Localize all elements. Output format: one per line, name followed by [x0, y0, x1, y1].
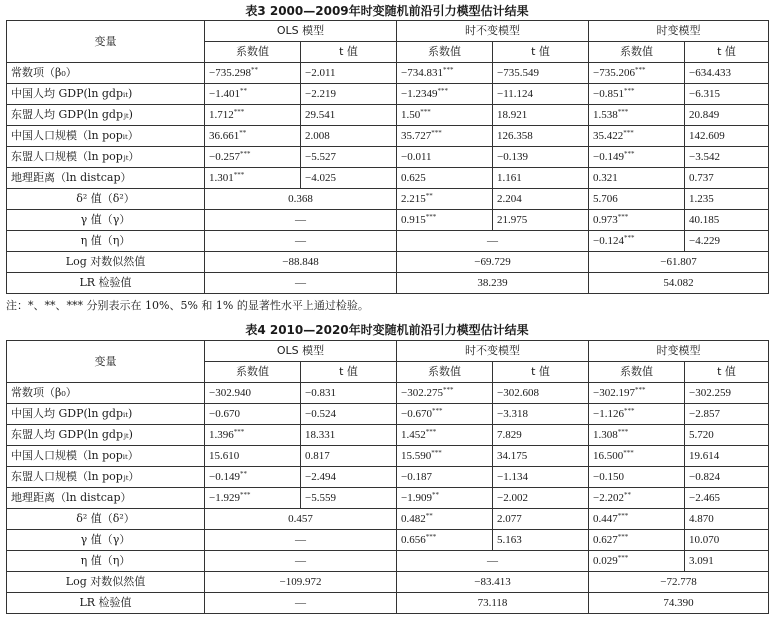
- value-cell: −4.025: [301, 168, 397, 189]
- value-cell: −0.011: [397, 147, 493, 168]
- significance-stars: ***: [442, 386, 454, 394]
- value-cell: 2.077: [493, 509, 589, 530]
- value-cell: −302.259: [685, 383, 769, 404]
- header-row: [7, 21, 769, 42]
- value-cell: −0.124***: [589, 231, 685, 252]
- variable-label: 东盟人均 GDP(ln gdpⱼₜ): [7, 105, 205, 126]
- significance-stars: ***: [634, 66, 646, 74]
- significance-stars: ***: [239, 491, 251, 499]
- value-cell: 0.737: [685, 168, 769, 189]
- loglik-row: [7, 572, 769, 593]
- value-cell: 1.452***: [397, 425, 493, 446]
- value-cell: −634.433: [685, 63, 769, 84]
- value-cell: −2.002: [493, 488, 589, 509]
- value-cell: −0.257***: [205, 147, 301, 168]
- table-row: [7, 105, 769, 126]
- column-subheader: t 值: [685, 42, 769, 63]
- value-cell: 16.500***: [589, 446, 685, 467]
- value-cell: 2.204: [493, 189, 589, 210]
- value-cell: —: [397, 231, 589, 252]
- value-cell: −734.831***: [397, 63, 493, 84]
- value-cell: 20.849: [685, 105, 769, 126]
- value-cell: 10.070: [685, 530, 769, 551]
- value-cell: —: [205, 593, 397, 614]
- sigma-row: [7, 509, 769, 530]
- variable-label: LR 检验值: [7, 273, 205, 294]
- table-row: [7, 467, 769, 488]
- significance-stars: ***: [425, 428, 437, 436]
- value-cell: 74.390: [589, 593, 769, 614]
- value-cell: 2.008: [301, 126, 397, 147]
- significance-stars: ***: [623, 87, 635, 95]
- eta-row: [7, 231, 769, 252]
- table-row: [7, 63, 769, 84]
- value-cell: 5.720: [685, 425, 769, 446]
- significance-stars: **: [239, 87, 247, 95]
- value-cell: —: [205, 231, 397, 252]
- model-group-header: OLS 模型: [205, 21, 397, 42]
- gamma-row: [7, 210, 769, 231]
- value-cell: −11.124: [493, 84, 589, 105]
- value-cell: −3.542: [685, 147, 769, 168]
- value-cell: 7.829: [493, 425, 589, 446]
- value-cell: 0.656***: [397, 530, 493, 551]
- value-cell: −2.857: [685, 404, 769, 425]
- value-cell: −302.608: [493, 383, 589, 404]
- value-cell: −2.219: [301, 84, 397, 105]
- variable-label: Log 对数似然值: [7, 252, 205, 273]
- significance-stars: **: [623, 491, 631, 499]
- value-cell: 15.610: [205, 446, 301, 467]
- variable-label: LR 检验值: [7, 593, 205, 614]
- value-cell: −0.187: [397, 467, 493, 488]
- value-cell: −5.527: [301, 147, 397, 168]
- value-cell: −0.670***: [397, 404, 493, 425]
- value-cell: 21.975: [493, 210, 589, 231]
- value-cell: −0.149**: [205, 467, 301, 488]
- table4: [6, 340, 769, 614]
- value-cell: 15.590***: [397, 446, 493, 467]
- significance-stars: ***: [623, 150, 635, 158]
- column-subheader: 系数值: [205, 362, 301, 383]
- value-cell: −1.401**: [205, 84, 301, 105]
- column-subheader: t 值: [301, 362, 397, 383]
- significance-stars: ***: [617, 213, 629, 221]
- value-cell: —: [205, 210, 397, 231]
- value-cell: −2.494: [301, 467, 397, 488]
- variable-label: 中国人均 GDP(ln gdpᵢₜ): [7, 404, 205, 425]
- value-cell: 1.301***: [205, 168, 301, 189]
- value-cell: 1.538***: [589, 105, 685, 126]
- table-row: [7, 383, 769, 404]
- column-subheader: t 值: [301, 42, 397, 63]
- value-cell: 0.625: [397, 168, 493, 189]
- table4-title: 表4 2010—2020年时变随机前沿引力模型估计结果: [245, 323, 529, 337]
- value-cell: −6.315: [685, 84, 769, 105]
- significance-stars: ***: [617, 428, 629, 436]
- value-cell: 0.368: [205, 189, 397, 210]
- value-cell: −1.134: [493, 467, 589, 488]
- value-cell: −0.524: [301, 404, 397, 425]
- variable-label: Log 对数似然值: [7, 572, 205, 593]
- significance-stars: ***: [442, 66, 454, 74]
- value-cell: −1.126***: [589, 404, 685, 425]
- value-cell: −1.2349***: [397, 84, 493, 105]
- value-cell: 40.185: [685, 210, 769, 231]
- variable-label: 地理距离（ln distcap）: [7, 168, 205, 189]
- value-cell: −1.909**: [397, 488, 493, 509]
- significance-stars: ***: [623, 129, 634, 137]
- value-cell: −61.807: [589, 252, 769, 273]
- value-cell: 18.921: [493, 105, 589, 126]
- gamma-row: [7, 530, 769, 551]
- significance-stars: ***: [617, 108, 629, 116]
- value-cell: −0.150: [589, 467, 685, 488]
- value-cell: 73.118: [397, 593, 589, 614]
- value-cell: −72.778: [589, 572, 769, 593]
- table3: [6, 20, 769, 294]
- variable-label: 东盟人均 GDP(ln gdpⱼₜ): [7, 425, 205, 446]
- significance-stars: ***: [431, 449, 442, 457]
- value-cell: −2.202**: [589, 488, 685, 509]
- table3-title: 表3 2000—2009年时变随机前沿引力模型估计结果: [245, 4, 529, 18]
- variable-label: γ 值（γ）: [7, 210, 205, 231]
- value-cell: 1.396***: [205, 425, 301, 446]
- value-cell: −302.197***: [589, 383, 685, 404]
- variable-label: 中国人口规模（ln popᵢₜ）: [7, 126, 205, 147]
- significance-stars: **: [239, 470, 247, 478]
- value-cell: 3.091: [685, 551, 769, 572]
- model-group-header: 时不变模型: [397, 21, 589, 42]
- variable-header: 变量: [7, 21, 205, 63]
- value-cell: 0.915***: [397, 210, 493, 231]
- column-subheader: 系数值: [205, 42, 301, 63]
- value-cell: 1.308***: [589, 425, 685, 446]
- value-cell: —: [397, 551, 589, 572]
- significance-stars: ***: [233, 171, 245, 179]
- column-subheader: t 值: [685, 362, 769, 383]
- model-group-header: 时变模型: [589, 21, 769, 42]
- significance-stars: ***: [623, 234, 635, 242]
- value-cell: −2.011: [301, 63, 397, 84]
- value-cell: −69.729: [397, 252, 589, 273]
- value-cell: −109.972: [205, 572, 397, 593]
- column-subheader: 系数值: [397, 362, 493, 383]
- value-cell: 5.163: [493, 530, 589, 551]
- significance-stars: ***: [431, 129, 442, 137]
- column-subheader: 系数值: [589, 42, 685, 63]
- variable-label: 地理距离（ln distcap）: [7, 488, 205, 509]
- value-cell: 4.870: [685, 509, 769, 530]
- value-cell: −0.851***: [589, 84, 685, 105]
- value-cell: −735.206***: [589, 63, 685, 84]
- value-cell: −735.298**: [205, 63, 301, 84]
- value-cell: 34.175: [493, 446, 589, 467]
- value-cell: 2.215**: [397, 189, 493, 210]
- model-group-header: OLS 模型: [205, 341, 397, 362]
- value-cell: 0.482**: [397, 509, 493, 530]
- significance-stars: **: [250, 66, 258, 74]
- value-cell: −0.670: [205, 404, 301, 425]
- value-cell: −0.831: [301, 383, 397, 404]
- value-cell: −0.149***: [589, 147, 685, 168]
- significance-stars: ***: [233, 428, 245, 436]
- value-cell: −302.940: [205, 383, 301, 404]
- lr-row: [7, 273, 769, 294]
- value-cell: −302.275***: [397, 383, 493, 404]
- value-cell: 18.331: [301, 425, 397, 446]
- variable-label: γ 值（γ）: [7, 530, 205, 551]
- value-cell: 5.706: [589, 189, 685, 210]
- significance-stars: ***: [617, 533, 629, 541]
- value-cell: −2.465: [685, 488, 769, 509]
- eta-row: [7, 551, 769, 572]
- value-cell: —: [205, 530, 397, 551]
- sigma-row: [7, 189, 769, 210]
- value-cell: 1.235: [685, 189, 769, 210]
- value-cell: 0.817: [301, 446, 397, 467]
- column-subheader: t 值: [493, 42, 589, 63]
- value-cell: 0.447***: [589, 509, 685, 530]
- header-row: [7, 341, 769, 362]
- variable-label: 东盟人口规模（ln popⱼₜ）: [7, 147, 205, 168]
- table-row: [7, 488, 769, 509]
- value-cell: 126.358: [493, 126, 589, 147]
- model-group-header: 时变模型: [589, 341, 769, 362]
- value-cell: 1.161: [493, 168, 589, 189]
- loglik-row: [7, 252, 769, 273]
- value-cell: −83.413: [397, 572, 589, 593]
- value-cell: −3.318: [493, 404, 589, 425]
- significance-stars: ***: [420, 108, 431, 116]
- variable-label: 常数项（β₀）: [7, 63, 205, 84]
- value-cell: −0.139: [493, 147, 589, 168]
- value-cell: 19.614: [685, 446, 769, 467]
- significance-stars: ***: [233, 108, 245, 116]
- significance-stars: ***: [239, 150, 251, 158]
- value-cell: 0.627***: [589, 530, 685, 551]
- value-cell: 0.321: [589, 168, 685, 189]
- variable-label: δ² 值（δ²）: [7, 189, 205, 210]
- column-subheader: 系数值: [397, 42, 493, 63]
- value-cell: 29.541: [301, 105, 397, 126]
- value-cell: 36.661**: [205, 126, 301, 147]
- significance-stars: ***: [431, 407, 443, 415]
- value-cell: 35.422***: [589, 126, 685, 147]
- value-cell: 142.609: [685, 126, 769, 147]
- lr-row: [7, 593, 769, 614]
- value-cell: —: [205, 551, 397, 572]
- significance-stars: **: [425, 512, 433, 520]
- value-cell: −0.824: [685, 467, 769, 488]
- value-cell: 0.973***: [589, 210, 685, 231]
- significance-stars: ***: [437, 87, 448, 95]
- value-cell: −88.848: [205, 252, 397, 273]
- significance-stars: ***: [617, 554, 629, 562]
- table-row: [7, 446, 769, 467]
- significance-stars: ***: [623, 449, 634, 457]
- significance-note: 注：*、**、*** 分别表示在 10%、5% 和 1% 的显著性水平上通过检验。: [6, 299, 369, 312]
- value-cell: −4.229: [685, 231, 769, 252]
- value-cell: 1.712***: [205, 105, 301, 126]
- significance-stars: ***: [425, 213, 437, 221]
- model-group-header: 时不变模型: [397, 341, 589, 362]
- variable-label: η 值（η）: [7, 231, 205, 252]
- variable-label: 东盟人口规模（ln popⱼₜ）: [7, 467, 205, 488]
- variable-label: 中国人均 GDP(ln gdpᵢₜ): [7, 84, 205, 105]
- value-cell: −5.559: [301, 488, 397, 509]
- variable-label: 常数项（β₀）: [7, 383, 205, 404]
- value-cell: −735.549: [493, 63, 589, 84]
- significance-stars: ***: [634, 386, 646, 394]
- value-cell: 38.239: [397, 273, 589, 294]
- significance-stars: **: [425, 192, 433, 200]
- value-cell: 1.50***: [397, 105, 493, 126]
- variable-label: 中国人口规模（ln popᵢₜ）: [7, 446, 205, 467]
- table-row: [7, 84, 769, 105]
- column-subheader: 系数值: [589, 362, 685, 383]
- table-row: [7, 425, 769, 446]
- value-cell: 54.082: [589, 273, 769, 294]
- significance-stars: ***: [623, 407, 635, 415]
- value-cell: −1.929***: [205, 488, 301, 509]
- table-row: [7, 147, 769, 168]
- variable-label: δ² 值（δ²）: [7, 509, 205, 530]
- variable-header: 变量: [7, 341, 205, 383]
- table-row: [7, 168, 769, 189]
- value-cell: 0.029***: [589, 551, 685, 572]
- column-subheader: t 值: [493, 362, 589, 383]
- table-row: [7, 126, 769, 147]
- significance-stars: **: [239, 129, 247, 137]
- value-cell: —: [205, 273, 397, 294]
- table-row: [7, 404, 769, 425]
- value-cell: 0.457: [205, 509, 397, 530]
- significance-stars: ***: [617, 512, 629, 520]
- significance-stars: **: [431, 491, 439, 499]
- significance-stars: ***: [425, 533, 437, 541]
- value-cell: 35.727***: [397, 126, 493, 147]
- variable-label: η 值（η）: [7, 551, 205, 572]
